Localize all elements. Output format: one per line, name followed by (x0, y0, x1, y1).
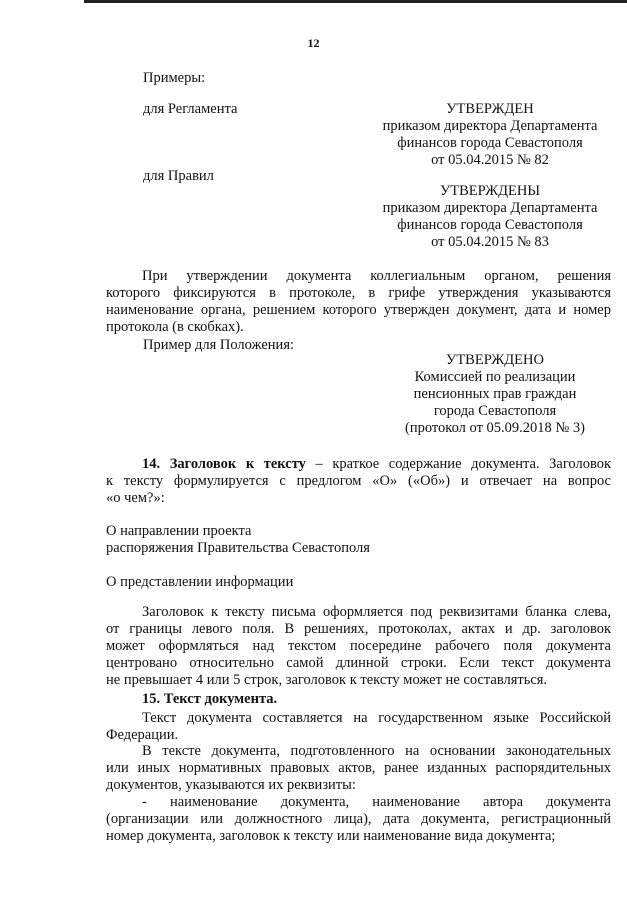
collegial-paragraph (106, 268, 611, 336)
pravila-label: для Правил (143, 168, 214, 184)
text-line: Заголовок к тексту письма оформляется под реквизитами бланка слева, (142, 604, 611, 620)
text-line: В тексте документа, подготовленного на основании законодательных (142, 743, 611, 759)
text-line: - наименование документа, наименование автора документа (142, 794, 611, 810)
stamp-line: финансов города Севастополя (397, 217, 583, 233)
scan-top-border (84, 0, 627, 3)
text-line: от границы левого поля. В решениях, протоколах, актах и др. заголовок (106, 621, 611, 637)
page-number: 12 (307, 36, 320, 50)
stamp-line: пенсионных прав граждан (413, 386, 577, 402)
section-14-definition: – краткое содержание документа. Заголовок (305, 456, 611, 472)
text-line: протокола (в скобках). (106, 319, 244, 335)
stamp-line: финансов города Севастополя (397, 135, 583, 151)
stamp-line: города Севастополя (433, 403, 557, 419)
title-example-1-line-2: распоряжения Правительства Севастополя (106, 540, 370, 556)
stamp-line: УТВЕРЖДЕНО (446, 352, 544, 368)
stamp-line: приказом директора Департамента (382, 118, 598, 134)
stamp-line: (протокол от 05.09.2018 № 3) (405, 420, 585, 436)
text-line: При утверждении документа коллегиальным органом, решения (142, 268, 611, 284)
text-line: наименование органа, решением которого утвержден документ, дата и номер (106, 302, 611, 318)
language-paragraph (106, 710, 611, 744)
reglament-stamp (372, 101, 608, 169)
polozhenie-example-label: Пример для Положения: (143, 337, 295, 353)
letter-title-paragraph (106, 604, 611, 689)
section-14-paragraph (106, 456, 611, 507)
text-line: которого фиксируются в протоколе, в грифе утверждения указываются (106, 285, 611, 301)
text-line: номер документа, заголовок к тексту или наименование вида документа; (106, 828, 556, 844)
text-line: может оформляться над текстом посередине рабочего поля документа (106, 638, 611, 654)
section-14-title: 14. Заголовок к тексту (142, 456, 306, 472)
title-example-2: О представлении информации (106, 574, 294, 590)
stamp-line: от 05.04.2015 № 82 (431, 152, 549, 168)
stamp-line: Комиссией по реализации (414, 369, 576, 385)
text-line: документов, указываются их реквизиты: (106, 777, 356, 793)
text-line: (организации или должностного лица), дата документа, регистрационный (106, 811, 611, 827)
polozhenie-stamp (385, 352, 605, 437)
bullet-paragraph (106, 794, 611, 845)
text-line: не превышает 4 или 5 строк, заголовок к тексту может не составляться. (106, 672, 548, 688)
text-line: «о чем?»: (106, 490, 165, 506)
text-line: или иных нормативных правовых актов, ранее изданных распорядительных (106, 760, 611, 776)
stamp-line: от 05.04.2015 № 83 (431, 234, 549, 250)
stamp-line: УТВЕРЖДЕНЫ (439, 183, 541, 199)
acts-paragraph (106, 743, 611, 794)
reglament-label: для Регламента (143, 101, 238, 117)
text-line (106, 456, 611, 473)
pravila-stamp (372, 183, 608, 251)
section-15-title: 15. Текст документа. (142, 691, 278, 707)
stamp-line: приказом директора Департамента (382, 200, 598, 216)
stamp-line: УТВЕРЖДЕН (446, 101, 534, 117)
text-line: центровано относительно самой длинной строки. Если текст документа (106, 655, 611, 671)
text-line: Федерации. (106, 727, 179, 743)
title-example-1-line-1: О направлении проекта (106, 523, 252, 539)
text-line: к тексту формулируется с предлогом «О» («Об») и отвечает на вопрос (106, 473, 611, 489)
text-line: Текст документа составляется на государственном языке Российской (142, 710, 611, 726)
examples-heading: Примеры: (143, 70, 206, 86)
